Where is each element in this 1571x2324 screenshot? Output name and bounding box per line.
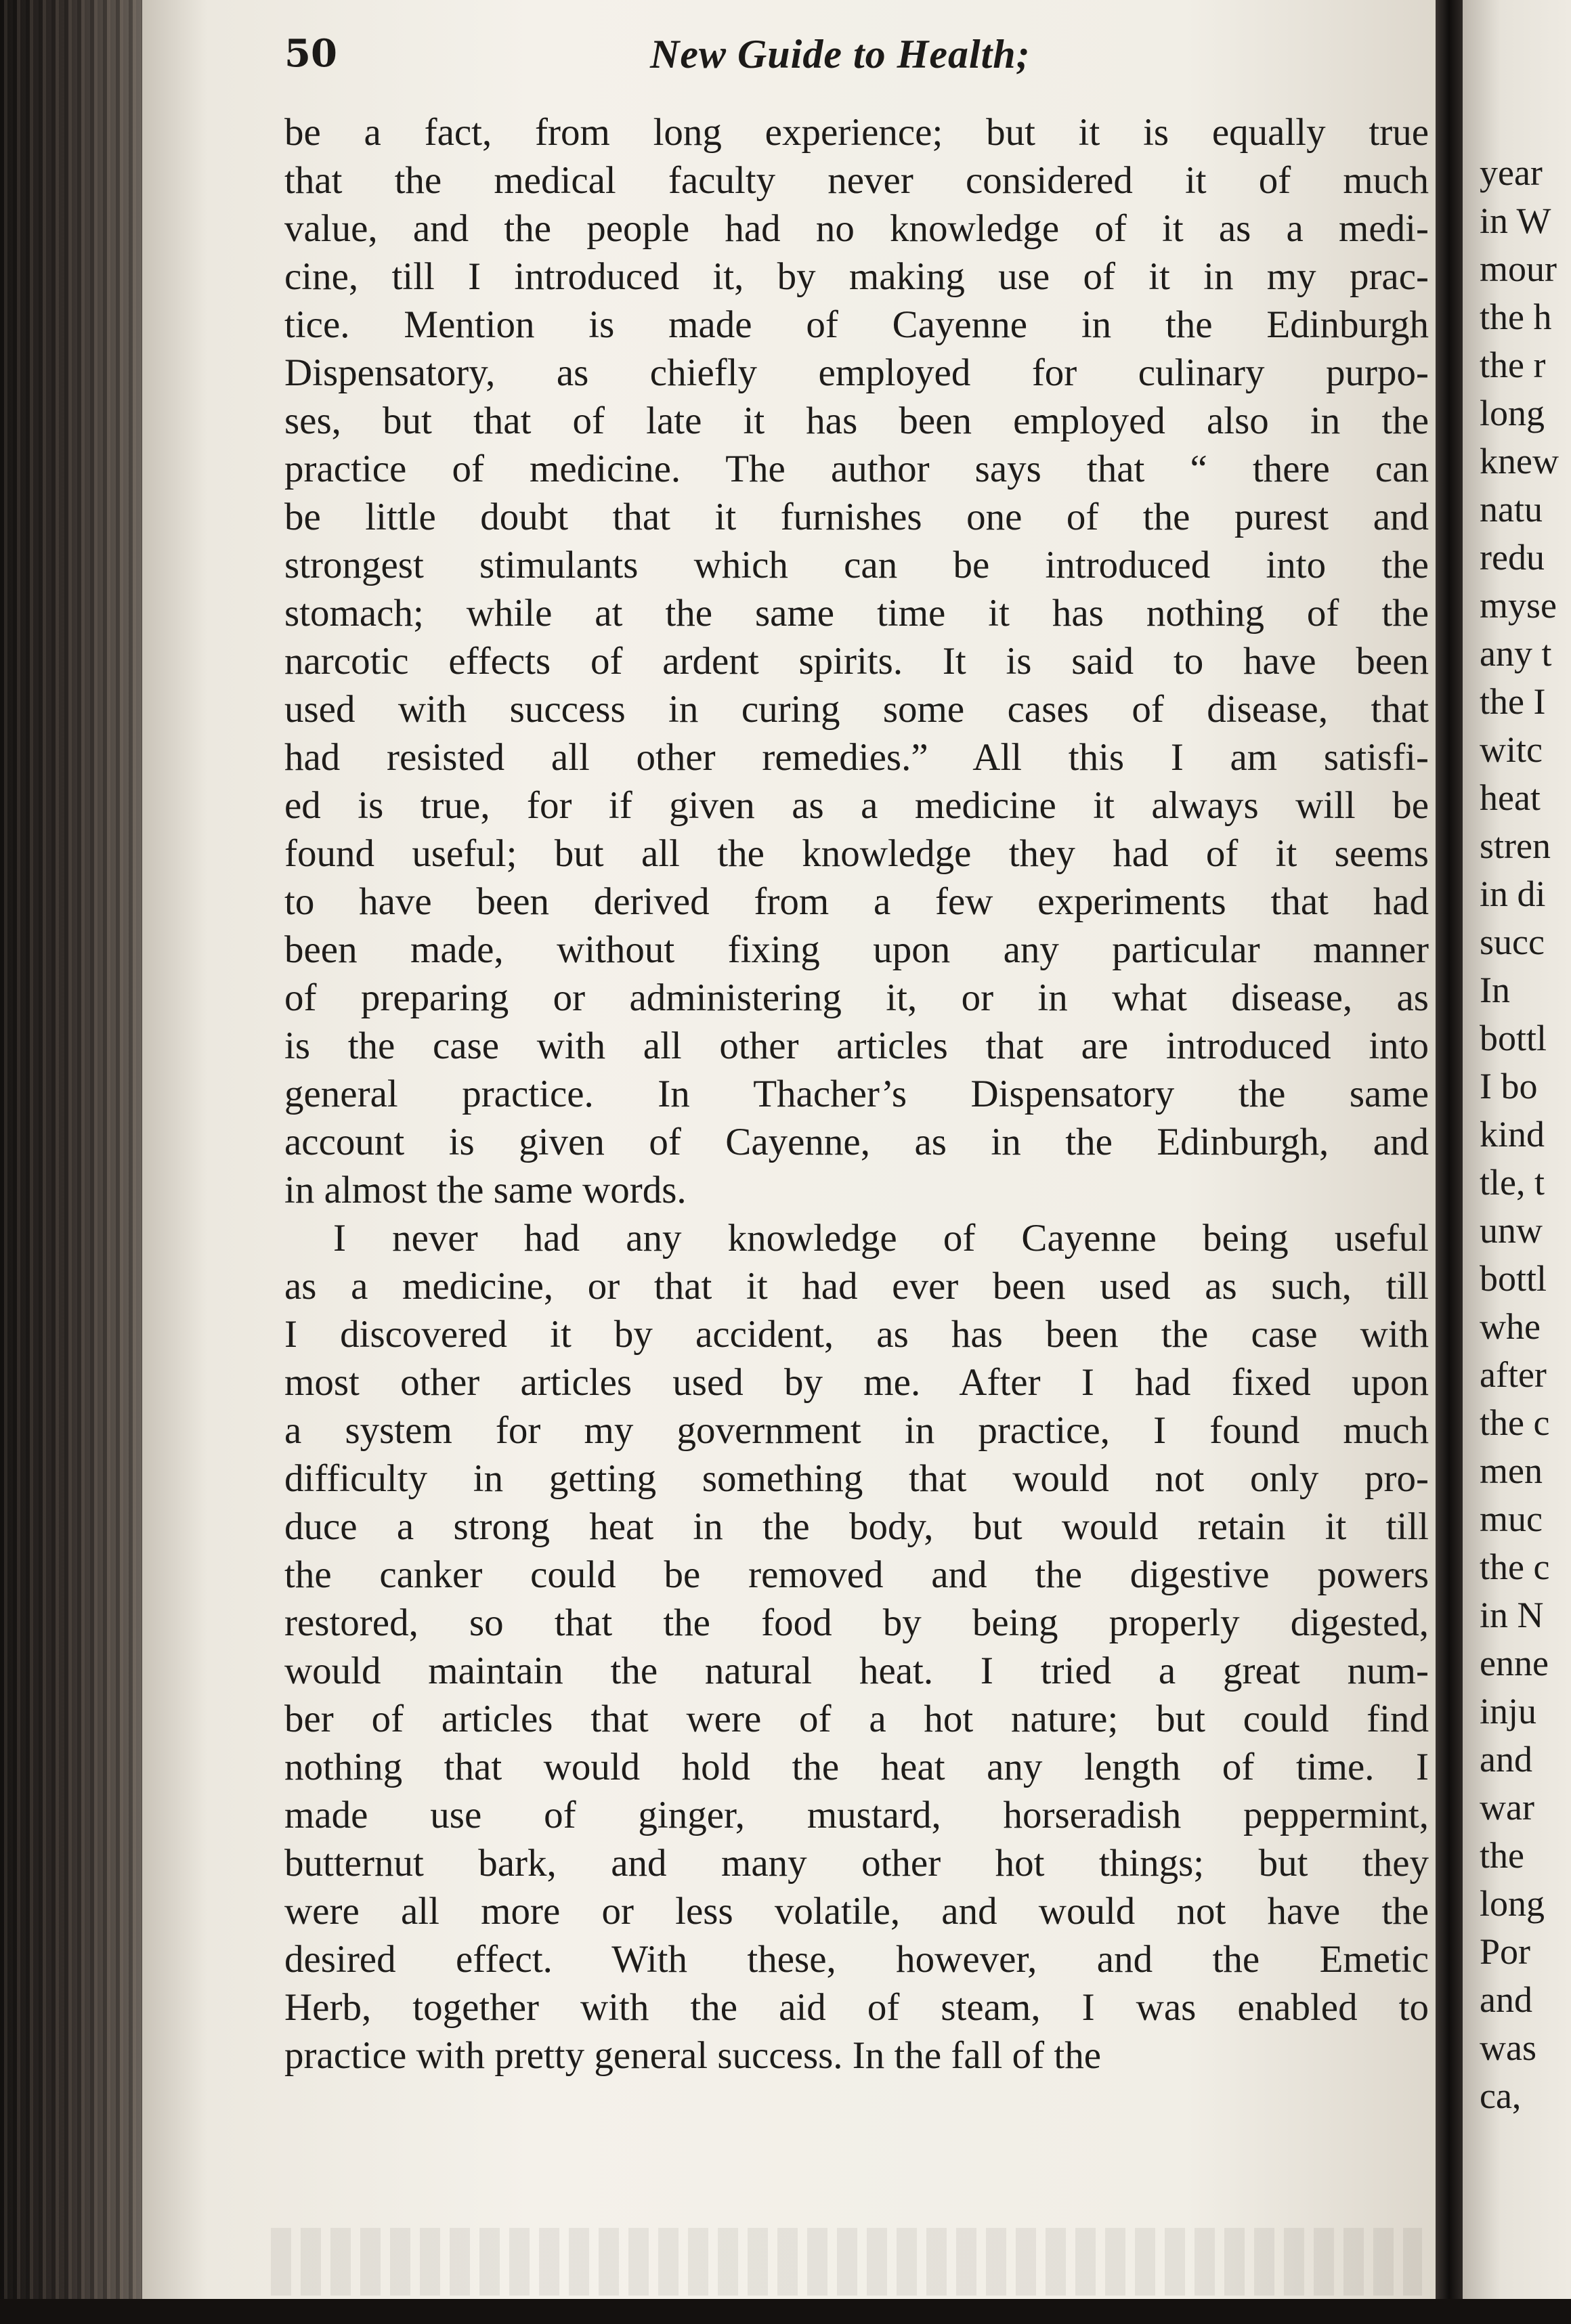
facing-text-line: heat <box>1480 777 1541 818</box>
text-line: narcotic effects of ardent spirits. It is said to have been <box>284 640 1429 683</box>
facing-text-line: In <box>1480 970 1510 1010</box>
text-line: ber of articles that were of a hot nature; but could find <box>284 1698 1429 1740</box>
facing-text-line: after <box>1480 1354 1547 1395</box>
text-line: used with success in curing some cases of disease, that <box>284 688 1429 731</box>
text-line: in almost the same words. <box>284 1169 687 1211</box>
text-line: general practice. In Thacher’s Dispensatory the same <box>284 1073 1429 1115</box>
text-line: as a medicine, or that it had ever been used as such, till <box>284 1265 1429 1308</box>
text-line: made use of ginger, mustard, horseradish peppermint, <box>284 1794 1429 1836</box>
text-line: duce a strong heat in the body, but would retain it till <box>284 1505 1429 1548</box>
text-line: strongest stimulants which can be introduced into the <box>284 544 1429 586</box>
text-line: been made, without fixing upon any particular manner <box>284 928 1429 971</box>
bleed-through-text <box>271 2228 1422 2296</box>
text-line: restored, so that the food by being properly digested, <box>284 1601 1429 1644</box>
scan-bottom-edge <box>0 2299 1571 2324</box>
facing-text-line: the I <box>1480 681 1546 722</box>
text-line: account is given of Cayenne, as in the Edinburgh, and <box>284 1121 1429 1163</box>
facing-text-line: war <box>1480 1787 1534 1828</box>
facing-text-line: knew <box>1480 441 1559 481</box>
text-line: had resisted all other remedies.” All this I am satisfi- <box>284 736 1429 779</box>
facing-text-line: stren <box>1480 825 1551 866</box>
text-line: most other articles used by me. After I had fixed upon <box>284 1361 1429 1404</box>
text-line: ed is true, for if given as a medicine it always will be <box>284 784 1429 827</box>
facing-text-line: the h <box>1480 297 1552 337</box>
text-line: nothing that would hold the heat any length of time. I <box>284 1746 1429 1788</box>
page-number: 50 <box>284 31 337 76</box>
text-line: I never had any knowledge of Cayenne being useful <box>333 1217 1429 1260</box>
facing-text-line: in W <box>1480 200 1551 241</box>
body-text <box>284 108 1429 2080</box>
facing-text-line: the c <box>1480 1547 1550 1587</box>
text-line: Herb, together with the aid of steam, I was enabled to <box>284 1986 1429 2029</box>
text-line: would maintain the natural heat. I tried a great num- <box>284 1650 1429 1692</box>
text-line: difficulty in getting something that would not only pro- <box>284 1457 1429 1500</box>
page-header <box>284 27 1422 88</box>
facing-text-line: bottl <box>1480 1258 1547 1299</box>
facing-text-line: natu <box>1480 489 1543 530</box>
book-binding-edge <box>0 0 163 2324</box>
facing-text-line: men <box>1480 1450 1543 1491</box>
facing-text-line: bottl <box>1480 1018 1547 1058</box>
facing-text-line: in N <box>1480 1595 1544 1635</box>
facing-text-line: enne <box>1480 1643 1549 1683</box>
text-line: practice with pretty general success. In the fall of the <box>284 2034 1101 2077</box>
text-line: butternut bark, and many other hot things; but they <box>284 1842 1429 1885</box>
facing-text-line: long <box>1480 393 1545 433</box>
facing-text-line: the c <box>1480 1402 1550 1443</box>
facing-text-line: Por <box>1480 1931 1531 1972</box>
facing-text-line: redu <box>1480 537 1545 578</box>
facing-text-line: the r <box>1480 345 1546 385</box>
facing-text-line: unw <box>1480 1210 1543 1251</box>
facing-text-line: mour <box>1480 249 1557 289</box>
text-line: be little doubt that it furnishes one of the purest and <box>284 496 1429 538</box>
text-line: the canker could be removed and the digestive powers <box>284 1553 1429 1596</box>
text-line: ses, but that of late it has been employed also in the <box>284 400 1429 442</box>
text-line: a system for my government in practice, I found much <box>284 1409 1429 1452</box>
facing-text-line: tle, t <box>1480 1162 1545 1203</box>
text-line: to have been derived from a few experiments that had <box>284 880 1429 923</box>
text-line: value, and the people had no knowledge of it as a medi- <box>284 207 1429 250</box>
facing-page-text <box>1480 149 1571 2120</box>
facing-text-line: witc <box>1480 729 1543 770</box>
text-line: Dispensatory, as chiefly employed for culinary purpo- <box>284 351 1429 394</box>
text-line: were all more or less volatile, and would not have the <box>284 1890 1429 1933</box>
facing-text-line: was <box>1480 2027 1536 2068</box>
facing-text-line: succ <box>1480 922 1545 962</box>
text-line: of preparing or administering it, or in what disease, as <box>284 976 1429 1019</box>
facing-text-line: myse <box>1480 585 1557 626</box>
facing-text-line: in di <box>1480 874 1546 914</box>
text-line: stomach; while at the same time it has nothing of the <box>284 592 1429 634</box>
text-line: tice. Mention is made of Cayenne in the Edinburgh <box>284 303 1429 346</box>
running-head: New Guide to Health; <box>650 32 1031 77</box>
facing-text-line: inju <box>1480 1691 1537 1731</box>
facing-text-line: I bo <box>1480 1066 1538 1106</box>
text-line: be a fact, from long experience; but it is equally true <box>284 111 1429 154</box>
facing-text-line: any t <box>1480 633 1552 674</box>
text-line: is the case with all other articles that are introduced into <box>284 1025 1429 1067</box>
facing-text-line: kind <box>1480 1114 1545 1155</box>
page-gutter <box>1436 0 1463 2324</box>
facing-text-line: muc <box>1480 1499 1543 1539</box>
facing-text-line: long <box>1480 1883 1545 1924</box>
facing-text-line: year <box>1480 152 1543 193</box>
facing-text-line: whe <box>1480 1306 1541 1347</box>
facing-text-line: and <box>1480 1739 1532 1780</box>
text-line: that the medical faculty never considered it of much <box>284 159 1429 202</box>
text-line: found useful; but all the knowledge they had of it seems <box>284 832 1429 875</box>
text-line: practice of medicine. The author says that “ there can <box>284 448 1429 490</box>
text-line: cine, till I introduced it, by making use of it in my prac- <box>284 255 1429 298</box>
facing-text-line: the <box>1480 1835 1524 1876</box>
facing-text-line: ca, <box>1480 2075 1522 2116</box>
text-line: I discovered it by accident, as has been the case with <box>284 1313 1429 1356</box>
text-line: desired effect. With these, however, and the Emetic <box>284 1938 1429 1981</box>
facing-text-line: and <box>1480 1979 1532 2020</box>
